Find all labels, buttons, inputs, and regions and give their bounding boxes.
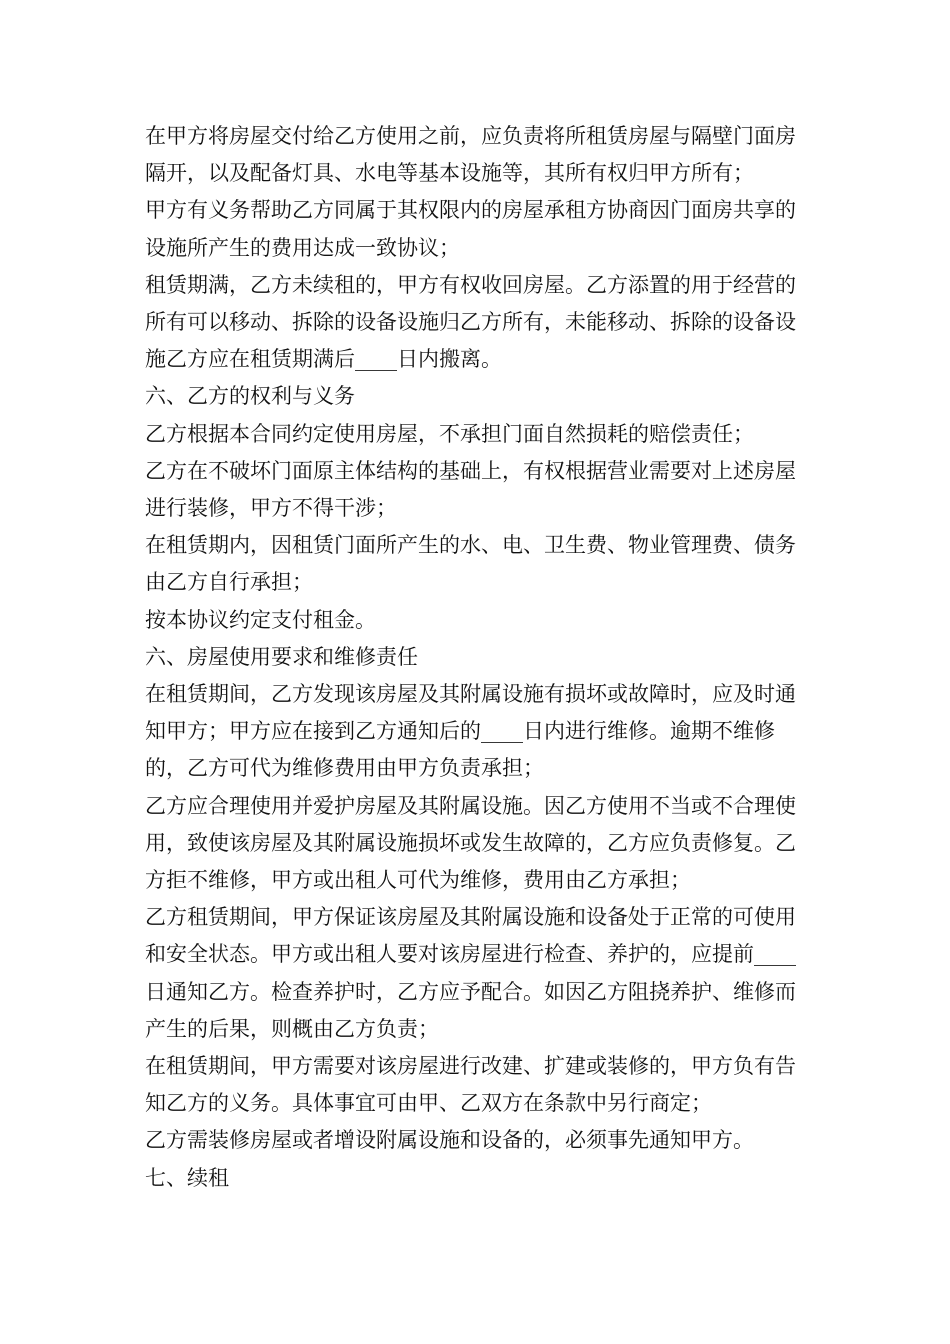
paragraph-proper-use: 乙方应合理使用并爱护房屋及其附属设施。因乙方使用不当或不合理使用，致使该房屋及其附属设施损坏或发生故障的，乙方应负责修复。乙方拒不维修，甲方或出租人可代为维修，费用由乙方承担； — [145, 793, 796, 893]
paragraph-repair-notice: 在租赁期间，乙方发现该房屋及其附属设施有损坏或故障时，应及时通知甲方；甲方应在接到乙方通知后的____日内进行维修。逾期不维修的，乙方可代为维修费用由甲方负责承担； — [145, 682, 796, 781]
paragraph-landlord-shared-facilities: 甲方有义务帮助乙方同属于其权限内的房屋承租方协商因门面房共享的设施所产生的费用达成一致协议； — [145, 198, 796, 260]
paragraph-landlord-partition-duty: 在甲方将房屋交付给乙方使用之前，应负责将所租赁房屋与隔壁门面房隔开，以及配备灯具、水电等基本设施等，其所有权归甲方所有； — [145, 124, 796, 186]
paragraph-tenant-renovation: 乙方在不破坏门面原主体结构的基础上，有权根据营业需要对上述房屋进行装修，甲方不得干涉； — [145, 458, 796, 521]
paragraph-tenant-use: 乙方根据本合同约定使用房屋，不承担门面自然损耗的赔偿责任； — [145, 421, 754, 446]
paragraph-lease-expiry: 租赁期满，乙方未续租的，甲方有权收回房屋。乙方添置的用于经营的所有可以移动、拆除的设备设施归乙方所有，未能移动、拆除的设备设施乙方应在租赁期满后____日内搬离。 — [145, 272, 796, 372]
paragraph-alterations: 在租赁期间，甲方需要对该房屋进行改建、扩建或装修的，甲方负有告知乙方的义务。具体事宜可由甲、乙双方在条款中另行商定； — [145, 1054, 796, 1116]
paragraph-pay-rent: 按本协议约定支付租金。 — [145, 607, 376, 632]
section-heading-renewal: 七、续租 — [145, 1165, 229, 1190]
paragraph-tenant-expenses: 在租赁期内，因租赁门面所产生的水、电、卫生费、物业管理费、债务由乙方自行承担； — [145, 533, 796, 595]
paragraph-inspection: 乙方租赁期间，甲方保证该房屋及其附属设施和设备处于正常的可使用和安全状态。甲方或出租人要对该房屋进行检查、养护的，应提前____日通知乙方。检查养护时，乙方应予配合。如因乙方阻挠养护、维修而产生的后果，则概由乙方负责； — [145, 905, 796, 1041]
document-body — [145, 118, 815, 1197]
section-heading-maintenance: 六、房屋使用要求和维修责任 — [145, 644, 418, 669]
paragraph-tenant-installations: 乙方需装修房屋或者增设附属设施和设备的，必须事先通知甲方。 — [145, 1128, 754, 1153]
section-heading-tenant-rights: 六、乙方的权利与义务 — [145, 384, 355, 409]
